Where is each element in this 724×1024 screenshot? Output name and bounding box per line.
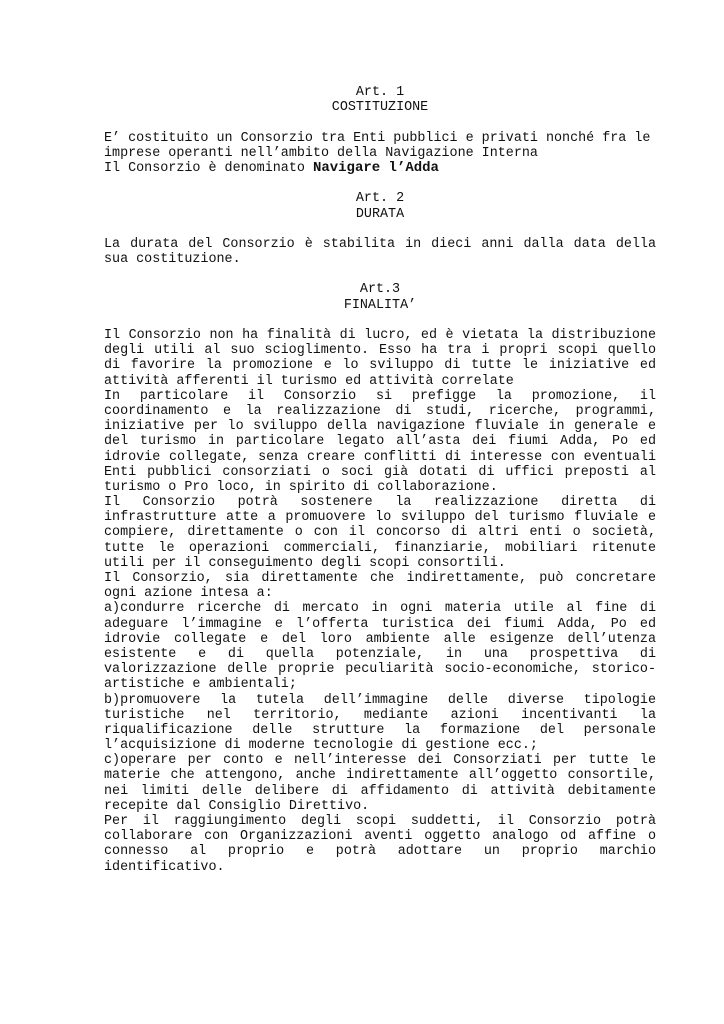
art3-line: artistiche e ambientali;: [104, 677, 297, 693]
art3-line: esistente e di quella potenziale, in una prospettiva di: [104, 646, 656, 662]
document-body: [104, 85, 656, 875]
art3-line: Per il raggiungimento degli scopi suddetti, il Consorzio potrà: [104, 814, 656, 829]
art3-line: Il Consorzio potrà sostenere la realizzazione diretta di: [104, 495, 656, 511]
art3-line: tutte le operazioni commerciali, finanziarie, mobiliari ritenute: [104, 540, 656, 556]
art3-line: utili per il conseguimento degli scopi consortili.: [104, 555, 506, 571]
art3-line: idrovie collegate, senza creare conflitti di interesse con eventuali: [104, 449, 656, 465]
art1-heading: Art. 1: [355, 85, 405, 100]
art3-line: In particolare il Consorzio si prefigge la promozione, il: [104, 388, 656, 404]
art3-line: Enti pubblici consorziati o soci già dotati di uffici preposti al: [104, 464, 656, 480]
art3-line: recepite dal Consiglio Direttivo.: [104, 798, 370, 814]
spacer: [104, 222, 656, 237]
art3-line: iniziative per lo sviluppo della navigazione fluviale in generale e: [104, 419, 656, 435]
art3-line: turistiche nel territorio, mediante azioni incentivanti la: [104, 707, 656, 723]
art1-line: imprese operanti nell’ambito della Navigazione Interna: [104, 145, 538, 161]
art3-line: c)operare per conto e nell’interesse dei Consorziati per tutte le: [104, 753, 656, 769]
art3-line: a)condurre ricerche di mercato in ogni materia utile al fine di: [104, 601, 656, 617]
art3-line: degli utili al suo scioglimento. Esso ha tra i propri scopi quello: [104, 343, 656, 359]
art3-line: idrovie collegate e del loro ambiente alle esigenze dell’utenza: [104, 631, 656, 647]
art3-line: materie che attengono, anche indirettamente all’oggetto consortile,: [104, 768, 656, 784]
art1-name-prefix: Il Consorzio è denominato: [104, 160, 313, 176]
art3-line: b)promuovere la tutela dell’immagine delle diverse tipologie: [104, 692, 656, 708]
consortium-name: Navigare l’Adda: [312, 159, 439, 176]
art3-line: attività afferenti il turismo ed attività correlate: [104, 373, 514, 389]
art3-title: FINALITA’: [343, 297, 417, 313]
art3-line: nei limiti delle delibere di affidamento di attività debitamente: [104, 783, 656, 799]
art3-line: ogni azione intesa a:: [104, 586, 273, 602]
spacer: [104, 313, 656, 328]
art3-line: turismo o Pro loco, in spirito di collaborazione.: [104, 479, 498, 495]
art2-line: La durata del Consorzio è stabilita in dieci anni dalla data della: [104, 236, 656, 252]
art3-line: valorizzazione delle proprie peculiarità socio-economiche, storico-: [104, 662, 656, 678]
spacer: [104, 115, 656, 130]
art3-line: adeguare l’immagine e l’offerta turistica dei fiumi Adda, Po ed: [104, 616, 656, 632]
art3-line: l’acquisizione di moderne tecnologie di gestione ecc.;: [104, 738, 538, 754]
art3-line: del turismo in particolare legato all’asta dei fiumi Adda, Po ed: [104, 434, 656, 450]
art3-line: Il Consorzio, sia direttamente che indirettamente, può concretare: [104, 571, 656, 586]
art1-name-line: [104, 161, 656, 176]
art3-line: infrastrutture atte a promuovere lo sviluppo del turismo fluviale e: [104, 510, 656, 526]
art3-line: compiere, direttamente o con il concorso di altri enti o società,: [104, 525, 656, 541]
art1-title: COSTITUZIONE: [331, 100, 429, 116]
art3-line: riqualificazione delle strutture la formazione del personale: [104, 722, 656, 738]
art3-line: Il Consorzio non ha finalità di lucro, ed è vietata la distribuzione: [104, 328, 656, 343]
art3-line: coordinamento e la realizzazione di studi, ricerche, programmi,: [104, 403, 656, 419]
art3-line: collaborare con Organizzazioni aventi oggetto analogo od affine o: [104, 829, 656, 845]
art3-line: di favorire la promozione e lo sviluppo di tutte le iniziative ed: [104, 358, 656, 374]
art3-heading: Art.3: [359, 282, 401, 298]
spacer: [104, 176, 656, 191]
art2-heading: Art. 2: [355, 191, 405, 207]
art3-line: connesso al proprio e potrà adottare un proprio marchio: [104, 844, 656, 860]
art2-line: sua costituzione.: [104, 252, 241, 268]
art1-line: E’ costituito un Consorzio tra Enti pubblici e privati nonché fra le: [104, 130, 651, 146]
art2-title: DURATA: [355, 206, 405, 222]
art3-line: identificativo.: [104, 859, 225, 875]
spacer: [104, 267, 656, 282]
